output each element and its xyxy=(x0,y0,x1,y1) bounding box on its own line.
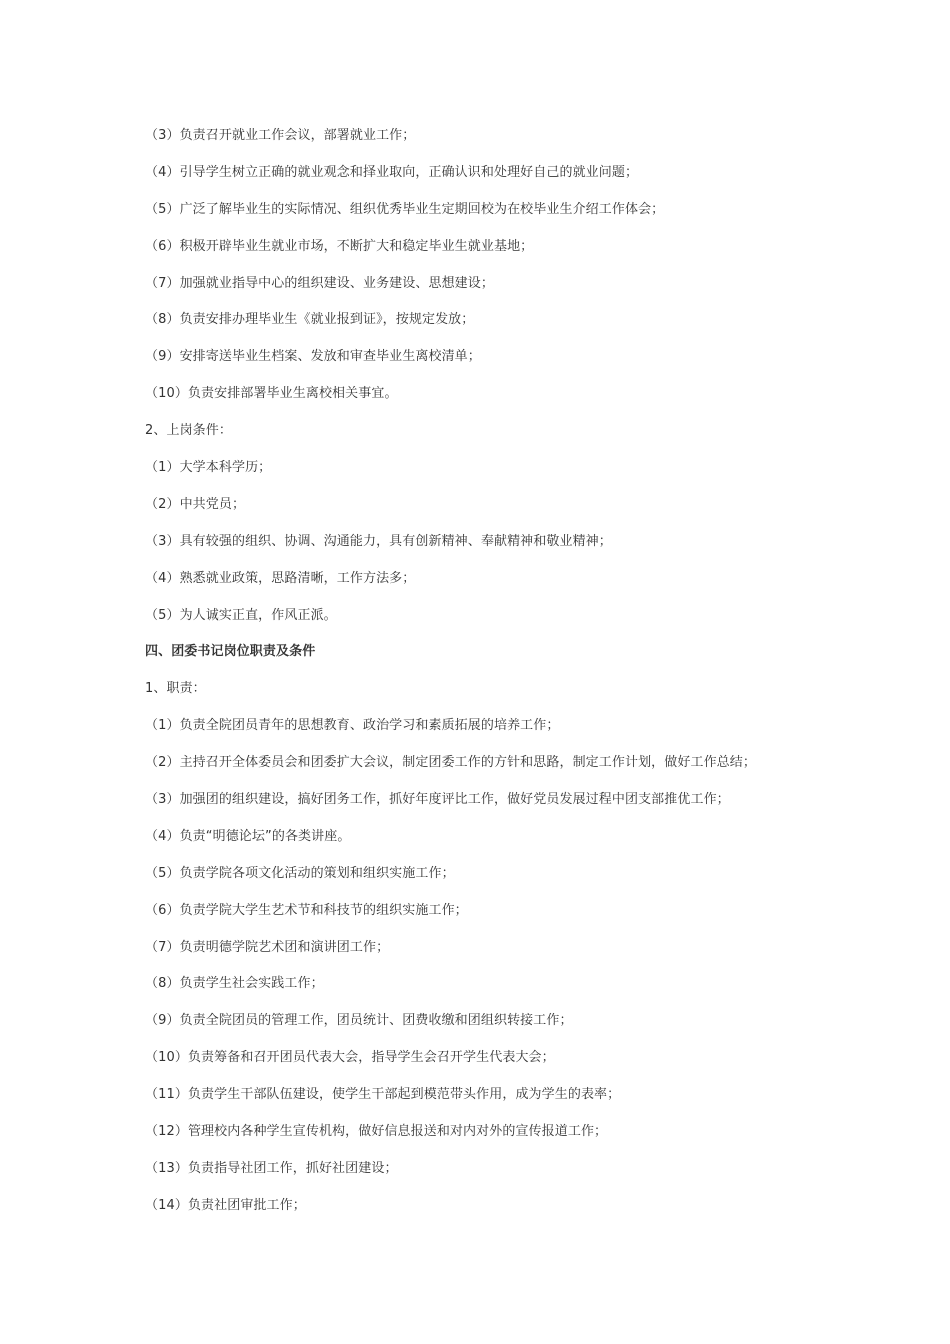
text-line: （10）负责筹备和召开团员代表大会，指导学生会召开学生代表大会； xyxy=(145,1050,555,1066)
text-line: （9）安排寄送毕业生档案、发放和审查毕业生离校清单； xyxy=(145,349,481,365)
text-line: （4）引导学生树立正确的就业观念和择业取向，正确认识和处理好自己的就业问题； xyxy=(145,164,639,180)
text-line: （5）为人诚实正直，作风正派。 xyxy=(145,607,337,623)
text-line: 2、上岗条件： xyxy=(145,423,232,439)
text-line: （8）负责学生社会实践工作； xyxy=(145,976,324,992)
text-line: （13）负责指导社团工作，抓好社团建设； xyxy=(145,1160,398,1176)
text-line: （6）积极开辟毕业生就业市场，不断扩大和稳定毕业生就业基地； xyxy=(145,238,534,254)
text-line: （4）负责“明德论坛”的各类讲座。 xyxy=(145,828,351,844)
text-line: （2）中共党员； xyxy=(145,496,246,512)
text-line: （8）负责安排办理毕业生《就业报到证》，按规定发放； xyxy=(145,312,475,328)
text-line: （7）负责明德学院艺术团和演讲团工作； xyxy=(145,939,390,955)
text-line: （3）负责召开就业工作会议，部署就业工作； xyxy=(145,128,416,143)
text-line: （9）负责全院团员的管理工作，团员统计、团费收缴和团组织转接工作； xyxy=(145,1013,573,1029)
text-line: （5）负责学院各项文化活动的策划和组织实施工作； xyxy=(145,865,455,881)
text-line: （10）负责安排部署毕业生离校相关事宜。 xyxy=(145,386,398,402)
text-line: （3）加强团的组织建设，搞好团务工作，抓好年度评比工作，做好党员发展过程中团支部推优工作； xyxy=(145,792,730,808)
text-line: （1）大学本科学历； xyxy=(145,460,272,476)
section-heading: 四、团委书记岗位职责及条件 xyxy=(145,644,316,660)
text-line: 1、职责： xyxy=(145,681,206,697)
text-line: （11）负责学生干部队伍建设，使学生干部起到模范带头作用，成为学生的表率； xyxy=(145,1087,621,1103)
text-line: （5）广泛了解毕业生的实际情况、组织优秀毕业生定期回校为在校毕业生介绍工作体会； xyxy=(145,201,665,217)
text-line: （14）负责社团审批工作； xyxy=(145,1197,306,1213)
text-line: （1）负责全院团员青年的思想教育、政治学习和素质拓展的培养工作； xyxy=(145,718,560,734)
text-line: （12）管理校内各种学生宣传机构，做好信息报送和对内对外的宣传报道工作； xyxy=(145,1124,608,1140)
text-line: （2）主持召开全体委员会和团委扩大会议，制定团委工作的方针和思路，制定工作计划，做好工作总结； xyxy=(145,755,756,771)
document-body xyxy=(145,126,865,1233)
text-line: （3）具有较强的组织、协调、沟通能力，具有创新精神、奉献精神和敬业精神； xyxy=(145,533,612,549)
text-line: （4）熟悉就业政策，思路清晰，工作方法多； xyxy=(145,570,416,586)
text-line: （7）加强就业指导中心的组织建设、业务建设、思想建设； xyxy=(145,275,494,291)
text-line: （6）负责学院大学生艺术节和科技节的组织实施工作； xyxy=(145,902,468,918)
